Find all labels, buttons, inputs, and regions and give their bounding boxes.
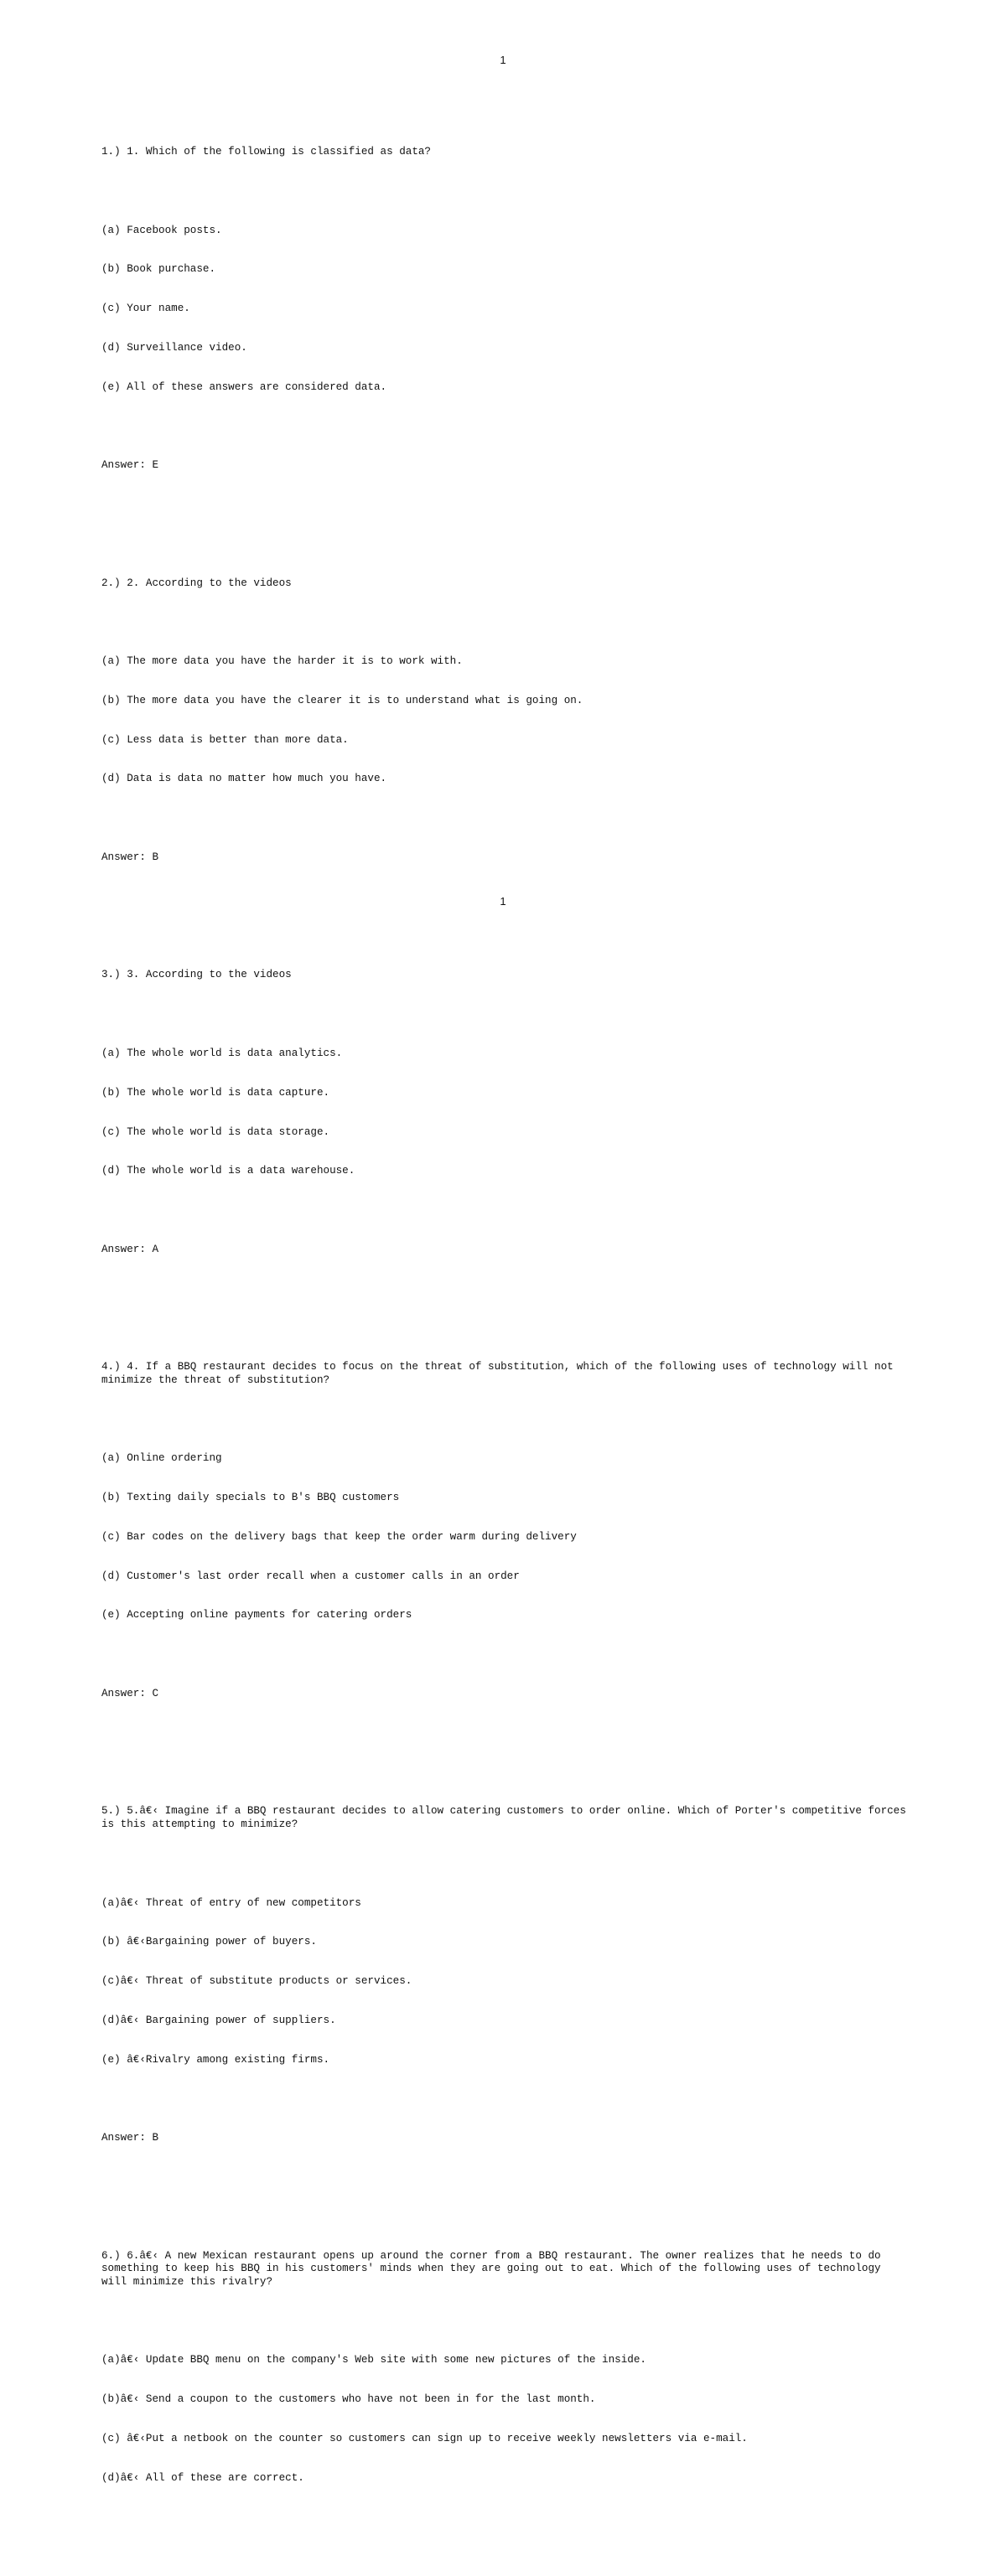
- option-a: (a) Facebook posts.: [101, 224, 222, 236]
- option-c: (c) The whole world is data storage.: [101, 1125, 330, 1138]
- options-list: [101, 2328, 906, 2511]
- answer-text: Answer: B: [101, 2132, 159, 2144]
- option-e: (e) All of these answers are considered data.: [101, 380, 387, 393]
- option-b: (b) Book purchase.: [101, 263, 216, 276]
- option-a: (a) The more data you have the harder it is to work with.: [101, 655, 463, 668]
- question-text: 4.) 4. If a BBQ restaurant decides to focus on the threat of substitution, which of the following uses of technology will not minimize the threat of substitution?: [101, 1361, 900, 1386]
- answer-line: [101, 1244, 906, 1257]
- option-d: (d) The whole world is a data warehouse.: [101, 1165, 355, 1177]
- answer-line: [101, 2132, 906, 2145]
- option-c: (c)â€‹ Threat of substitute products or services.: [101, 1975, 412, 1988]
- option-b: (b) The more data you have the clearer it is to understand what is going on.: [101, 694, 583, 706]
- question-stem: [101, 2250, 906, 2289]
- question-stem: [101, 969, 906, 982]
- option-d: (d)â€‹ All of these are correct.: [101, 2471, 304, 2484]
- option-d: (d) Customer's last order recall when a customer calls in an order: [101, 1570, 520, 1582]
- question-text: 6.) 6.â€‹ A new Mexican restaurant opens up around the corner from a BBQ restaurant. The owner realizes that he needs to do something to keep his BBQ in his customers' minds when they are going out to eat. Which of the following uses of technology will minimize this rivalry?: [101, 2249, 888, 2288]
- option-a: (a) Online ordering: [101, 1452, 222, 1465]
- option-a: (a) The whole world is data analytics.: [101, 1047, 343, 1059]
- option-c: (c) Bar codes on the delivery bags that keep the order warm during delivery: [101, 1530, 577, 1543]
- option-b: (b)â€‹ Send a coupon to the customers who have not been in for the last month.: [101, 2393, 596, 2406]
- option-d: (d)â€‹ Bargaining power of suppliers.: [101, 2014, 336, 2026]
- answer-text: Answer: A: [101, 1243, 159, 1255]
- question-4: [101, 1335, 906, 1740]
- option-b: (b) Texting daily specials to B's BBQ customers: [101, 1492, 400, 1504]
- question-stem: [101, 146, 906, 159]
- question-2: [101, 551, 906, 903]
- option-c: (c) Less data is better than more data.: [101, 733, 349, 746]
- answer-line: [101, 851, 906, 865]
- page-number-header: 1: [500, 54, 506, 66]
- options-list: [101, 1022, 906, 1204]
- answer-text: Answer: B: [101, 851, 159, 864]
- answer-line: [101, 1688, 906, 1701]
- option-d: (d) Surveillance video.: [101, 341, 247, 354]
- option-e: (e) â€‹Rivalry among existing firms.: [101, 2053, 330, 2066]
- question-6: [101, 2223, 906, 2550]
- question-text: 2.) 2. According to the videos: [101, 577, 292, 589]
- question-5: [101, 1779, 913, 2184]
- quiz-content: [101, 80, 913, 2576]
- option-b: (b) The whole world is data capture.: [101, 1086, 330, 1099]
- page-number-footer: 1: [500, 895, 506, 908]
- options-list: [101, 629, 906, 812]
- options-list: [101, 1426, 906, 1648]
- option-a: (a)â€‹ Update BBQ menu on the company's Web site with some new pictures of the inside.: [101, 2354, 646, 2367]
- answer-text: Answer: E: [101, 459, 159, 472]
- question-text: 5.) 5.â€‹ Imagine if a BBQ restaurant decides to allow catering customers to order online. Which of Porter's competitive forces is this attempting to minimize?: [101, 1805, 913, 1830]
- option-c: (c) â€‹Put a netbook on the counter so customers can sign up to receive weekly newsletters via e-mail.: [101, 2432, 748, 2444]
- question-3: [101, 943, 906, 1296]
- option-b: (b) â€‹Bargaining power of buyers.: [101, 1936, 317, 1948]
- option-d: (d) Data is data no matter how much you have.: [101, 773, 387, 785]
- answer-text: Answer: C: [101, 1688, 159, 1700]
- question-stem: [101, 1361, 906, 1387]
- question-stem: [101, 1805, 913, 1831]
- options-list: [101, 1870, 906, 2092]
- option-a: (a)â€‹ Threat of entry of new competitors: [101, 1896, 361, 1909]
- question-text: 1.) 1. Which of the following is classified as data?: [101, 145, 431, 158]
- options-list: [101, 198, 906, 420]
- question-text: 3.) 3. According to the videos: [101, 969, 292, 981]
- question-1: [101, 120, 906, 512]
- answer-line: [101, 459, 906, 473]
- option-c: (c) Your name.: [101, 303, 190, 315]
- question-stem: [101, 577, 906, 591]
- option-e: (e) Accepting online payments for catering orders: [101, 1609, 412, 1622]
